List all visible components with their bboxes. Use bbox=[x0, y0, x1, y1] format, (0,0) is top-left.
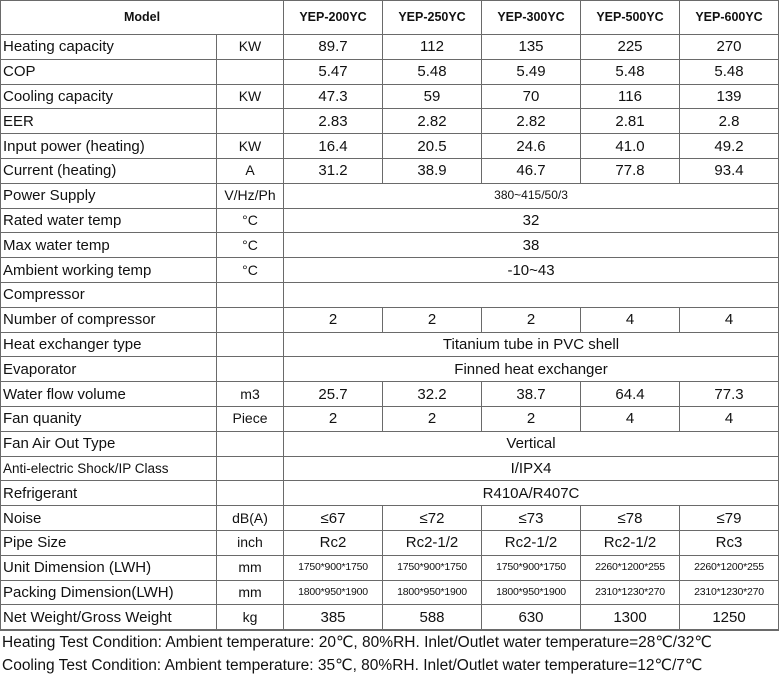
spec-unit bbox=[217, 481, 284, 506]
spec-value: 5.48 bbox=[383, 59, 482, 84]
spec-value: Rc2-1/2 bbox=[581, 530, 680, 555]
spec-value: 5.48 bbox=[581, 59, 680, 84]
spec-value: 77.3 bbox=[680, 382, 779, 407]
spec-row bbox=[1, 59, 779, 84]
spec-unit bbox=[217, 431, 284, 456]
spec-value: 135 bbox=[482, 35, 581, 60]
spec-label: Fan Air Out Type bbox=[1, 431, 217, 456]
spec-row bbox=[1, 431, 779, 456]
spec-unit bbox=[217, 307, 284, 332]
spec-value: Rc2 bbox=[284, 530, 383, 555]
spec-row bbox=[1, 406, 779, 431]
spec-value: 38.9 bbox=[383, 158, 482, 183]
spec-value: 2 bbox=[482, 307, 581, 332]
spec-row bbox=[1, 233, 779, 258]
spec-row bbox=[1, 208, 779, 233]
spec-unit bbox=[217, 282, 284, 307]
spec-value: 4 bbox=[581, 307, 680, 332]
spec-value: 93.4 bbox=[680, 158, 779, 183]
spec-value: 139 bbox=[680, 84, 779, 109]
spec-row bbox=[1, 605, 779, 630]
spec-merged-value: Finned heat exchanger bbox=[284, 357, 779, 382]
spec-value: 20.5 bbox=[383, 134, 482, 159]
spec-label: Anti-electric Shock/IP Class bbox=[1, 456, 217, 481]
spec-value: Rc3 bbox=[680, 530, 779, 555]
spec-value: 1800*950*1900 bbox=[284, 580, 383, 605]
spec-value: 64.4 bbox=[581, 382, 680, 407]
spec-value: 116 bbox=[581, 84, 680, 109]
spec-value: 2 bbox=[284, 406, 383, 431]
spec-value: 2.81 bbox=[581, 109, 680, 134]
spec-row bbox=[1, 332, 779, 357]
spec-value: 2.82 bbox=[482, 109, 581, 134]
spec-merged-value: Vertical bbox=[284, 431, 779, 456]
spec-unit bbox=[217, 357, 284, 382]
spec-value: 1750*900*1750 bbox=[383, 555, 482, 580]
spec-row bbox=[1, 481, 779, 506]
spec-value: 49.2 bbox=[680, 134, 779, 159]
spec-label: Power Supply bbox=[1, 183, 217, 208]
spec-row bbox=[1, 183, 779, 208]
spec-value: ≤78 bbox=[581, 506, 680, 531]
spec-unit: Piece bbox=[217, 406, 284, 431]
spec-value: 2260*1200*255 bbox=[581, 555, 680, 580]
spec-row bbox=[1, 307, 779, 332]
spec-value: 59 bbox=[383, 84, 482, 109]
spec-label: Evaporator bbox=[1, 357, 217, 382]
spec-label: Max water temp bbox=[1, 233, 217, 258]
spec-row bbox=[1, 382, 779, 407]
spec-value: 1300 bbox=[581, 605, 680, 630]
spec-label: Heat exchanger type bbox=[1, 332, 217, 357]
spec-value: ≤79 bbox=[680, 506, 779, 531]
spec-merged-value: -10~43 bbox=[284, 258, 779, 283]
model-name-cell: YEP-300YC bbox=[482, 1, 581, 35]
spec-unit: A bbox=[217, 158, 284, 183]
spec-value: 16.4 bbox=[284, 134, 383, 159]
spec-value: 270 bbox=[680, 35, 779, 60]
spec-value: 630 bbox=[482, 605, 581, 630]
spec-value: 1800*950*1900 bbox=[482, 580, 581, 605]
spec-label: Noise bbox=[1, 506, 217, 531]
spec-label: Packing Dimension(LWH) bbox=[1, 580, 217, 605]
spec-label: EER bbox=[1, 109, 217, 134]
spec-value: 225 bbox=[581, 35, 680, 60]
model-name-cell: YEP-500YC bbox=[581, 1, 680, 35]
spec-row bbox=[1, 580, 779, 605]
spec-value: 5.49 bbox=[482, 59, 581, 84]
spec-value: 588 bbox=[383, 605, 482, 630]
spec-merged-value: Titanium tube in PVC shell bbox=[284, 332, 779, 357]
spec-merged-value: 32 bbox=[284, 208, 779, 233]
spec-row bbox=[1, 357, 779, 382]
spec-merged-value: R410A/R407C bbox=[284, 481, 779, 506]
spec-value: 47.3 bbox=[284, 84, 383, 109]
spec-value: 41.0 bbox=[581, 134, 680, 159]
spec-value: 2.83 bbox=[284, 109, 383, 134]
spec-value: 4 bbox=[581, 406, 680, 431]
spec-unit: kg bbox=[217, 605, 284, 630]
spec-label: Unit Dimension (LWH) bbox=[1, 555, 217, 580]
spec-label: Ambient working temp bbox=[1, 258, 217, 283]
spec-unit: °C bbox=[217, 208, 284, 233]
spec-unit: inch bbox=[217, 530, 284, 555]
heating-test-condition: Heating Test Condition: Ambient temperature: 20℃, 80%RH. Inlet/Outlet water temperature=28℃/32℃ bbox=[2, 634, 712, 651]
spec-value: 1250 bbox=[680, 605, 779, 630]
spec-value: 46.7 bbox=[482, 158, 581, 183]
spec-value: 112 bbox=[383, 35, 482, 60]
spec-row bbox=[1, 158, 779, 183]
spec-value: 2 bbox=[482, 406, 581, 431]
spec-label: Number of compressor bbox=[1, 307, 217, 332]
spec-value: Rc2-1/2 bbox=[482, 530, 581, 555]
spec-label: Current (heating) bbox=[1, 158, 217, 183]
spec-row bbox=[1, 258, 779, 283]
spec-merged-value: 380~415/50/3 bbox=[284, 183, 779, 208]
spec-value: 2 bbox=[383, 406, 482, 431]
spec-value: 5.47 bbox=[284, 59, 383, 84]
spec-row bbox=[1, 506, 779, 531]
spec-value: 4 bbox=[680, 307, 779, 332]
spec-value: ≤73 bbox=[482, 506, 581, 531]
spec-value: 24.6 bbox=[482, 134, 581, 159]
spec-merged-value: I/IPX4 bbox=[284, 456, 779, 481]
spec-value: 2.8 bbox=[680, 109, 779, 134]
spec-value: 2260*1200*255 bbox=[680, 555, 779, 580]
spec-value: 385 bbox=[284, 605, 383, 630]
model-name-cell: YEP-200YC bbox=[284, 1, 383, 35]
spec-unit bbox=[217, 456, 284, 481]
spec-value: 38.7 bbox=[482, 382, 581, 407]
spec-row bbox=[1, 530, 779, 555]
spec-unit bbox=[217, 59, 284, 84]
spec-value: 70 bbox=[482, 84, 581, 109]
spec-label: Water flow volume bbox=[1, 382, 217, 407]
spec-label: Compressor bbox=[1, 282, 217, 307]
spec-unit: KW bbox=[217, 35, 284, 60]
spec-value: 32.2 bbox=[383, 382, 482, 407]
spec-value: 2 bbox=[383, 307, 482, 332]
spec-unit: KW bbox=[217, 134, 284, 159]
spec-unit: mm bbox=[217, 580, 284, 605]
test-conditions bbox=[0, 630, 779, 677]
header-row bbox=[1, 1, 779, 35]
spec-unit: °C bbox=[217, 258, 284, 283]
spec-label: Rated water temp bbox=[1, 208, 217, 233]
model-header-cell: Model bbox=[1, 1, 284, 35]
spec-value: Rc2-1/2 bbox=[383, 530, 482, 555]
spec-unit: °C bbox=[217, 233, 284, 258]
model-name-cell: YEP-250YC bbox=[383, 1, 482, 35]
spec-merged-value bbox=[284, 282, 779, 307]
spec-row bbox=[1, 35, 779, 60]
spec-label: Net Weight/Gross Weight bbox=[1, 605, 217, 630]
spec-unit bbox=[217, 109, 284, 134]
spec-value: 1750*900*1750 bbox=[482, 555, 581, 580]
spec-value: ≤67 bbox=[284, 506, 383, 531]
spec-label: COP bbox=[1, 59, 217, 84]
spec-row bbox=[1, 555, 779, 580]
spec-value: 25.7 bbox=[284, 382, 383, 407]
spec-value: 2 bbox=[284, 307, 383, 332]
spec-value: 2310*1230*270 bbox=[680, 580, 779, 605]
spec-row bbox=[1, 84, 779, 109]
cooling-test-condition: Cooling Test Condition: Ambient temperature: 35℃, 80%RH. Inlet/Outlet water temperature=12℃/7℃ bbox=[2, 657, 703, 674]
model-name-cell: YEP-600YC bbox=[680, 1, 779, 35]
spec-value: 4 bbox=[680, 406, 779, 431]
spec-label: Fan quanity bbox=[1, 406, 217, 431]
spec-value: 1750*900*1750 bbox=[284, 555, 383, 580]
spec-row bbox=[1, 282, 779, 307]
spec-value: 2310*1230*270 bbox=[581, 580, 680, 605]
spec-value: 89.7 bbox=[284, 35, 383, 60]
spec-unit: dB(A) bbox=[217, 506, 284, 531]
spec-merged-value: 38 bbox=[284, 233, 779, 258]
spec-label: Input power (heating) bbox=[1, 134, 217, 159]
spec-unit bbox=[217, 332, 284, 357]
spec-value: 5.48 bbox=[680, 59, 779, 84]
spec-row bbox=[1, 134, 779, 159]
spec-value: 1800*950*1900 bbox=[383, 580, 482, 605]
spec-unit: V/Hz/Ph bbox=[217, 183, 284, 208]
spec-label: Pipe Size bbox=[1, 530, 217, 555]
spec-value: ≤72 bbox=[383, 506, 482, 531]
spec-row bbox=[1, 456, 779, 481]
spec-unit: mm bbox=[217, 555, 284, 580]
spec-value: 77.8 bbox=[581, 158, 680, 183]
spec-unit: m3 bbox=[217, 382, 284, 407]
spec-unit: KW bbox=[217, 84, 284, 109]
spec-label: Refrigerant bbox=[1, 481, 217, 506]
spec-value: 2.82 bbox=[383, 109, 482, 134]
spec-value: 31.2 bbox=[284, 158, 383, 183]
spec-label: Heating capacity bbox=[1, 35, 217, 60]
spec-row bbox=[1, 109, 779, 134]
spec-label: Cooling capacity bbox=[1, 84, 217, 109]
